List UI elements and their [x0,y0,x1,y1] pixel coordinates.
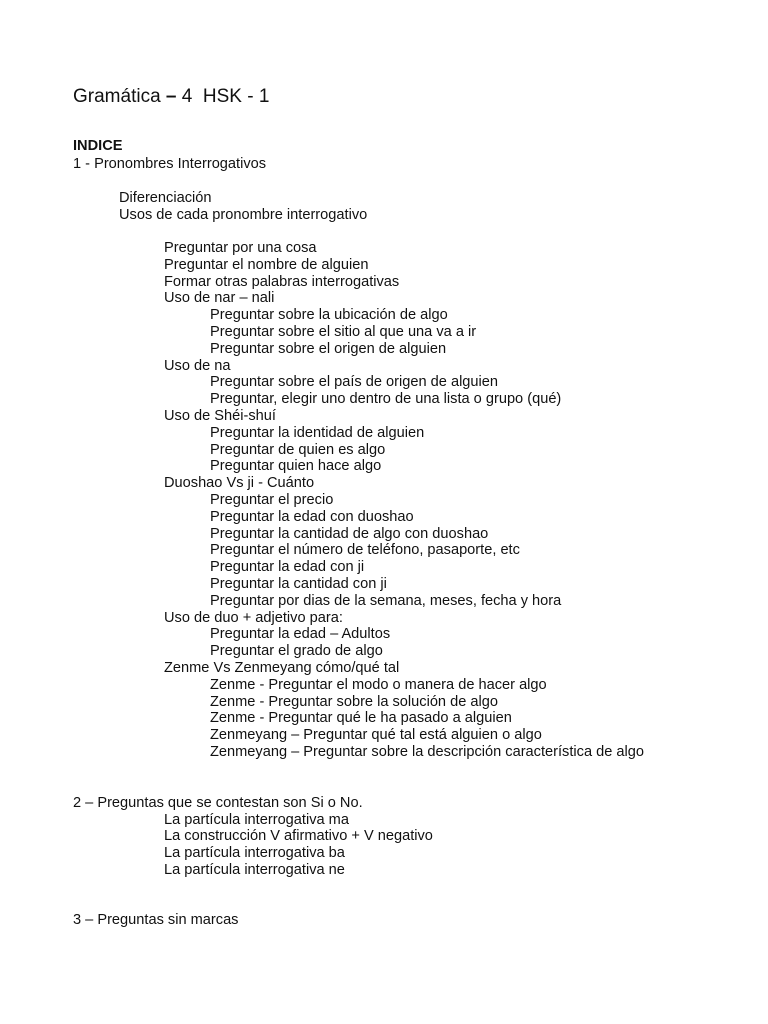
index-entry-level-3: Preguntar sobre la ubicación de algo [210,307,448,324]
index-entry-level-3: Preguntar el precio [210,491,334,508]
index-entry-level-0: 2 – Preguntas que se contestan son Si o No. [73,794,363,811]
index-entry-level-2: Uso de Shéi-shuí [164,407,276,424]
index-entry-level-2: La partícula interrogativa ma [164,811,349,828]
index-entry-level-3: Preguntar sobre el país de origen de alguien [210,374,499,391]
index-entry-level-3: Preguntar quien hace algo [210,458,382,475]
index-entry-level-3: Preguntar la identidad de alguien [210,424,425,441]
index-entry-level-2: La partícula interrogativa ne [164,861,345,878]
index-entry-level-3: Preguntar de quien es algo [210,441,386,458]
title-text-start: Gramática [73,86,166,107]
index-entry-level-3: Preguntar sobre el sitio al que una va a ir [210,323,477,340]
index-entry-level-2: Zenme Vs Zenmeyang cómo/qué tal [164,659,400,676]
index-entry-level-2: La partícula interrogativa ba [164,845,345,862]
index-entry-level-2: Uso de duo + adjetivo para: [164,609,343,626]
index-entry-level-3: Zenme - Preguntar el modo o manera de hacer algo [210,676,547,693]
index-entry-level-3: Preguntar la cantidad de algo con duoshao [210,525,489,542]
index-entry-level-2: Preguntar por una cosa [164,239,317,256]
index-entry-level-3: Zenme - Preguntar qué le ha pasado a alguien [210,710,512,727]
index-entry-level-3: Preguntar la edad – Adultos [210,626,391,643]
index-entry-level-2: Formar otras palabras interrogativas [164,273,400,290]
index-entry-level-0: 3 – Preguntas sin marcas [73,911,239,928]
index-entry-level-3: Preguntar la cantidad con ji [210,575,387,592]
index-entry-level-3: Preguntar sobre el origen de alguien [210,340,447,357]
index-entry-level-1: Usos de cada pronombre interrogativo [119,207,368,224]
index-entry-level-2: La construcción V afirmativo + V negativo [164,828,433,845]
index-entry-level-3: Zenmeyang – Preguntar sobre la descripción característica de algo [210,743,644,760]
index-entry-level-3: Preguntar la edad con duoshao [210,508,414,525]
index-entry-level-2: Uso de nar – nali [164,290,275,307]
index-entry-level-3: Preguntar por dias de la semana, meses, fecha y hora [210,592,562,609]
title-dash: – [165,86,177,107]
index-entry-level-2: Uso de na [164,357,231,374]
index-entry-level-3: Preguntar, elegir uno dentro de una lista o grupo (qué) [210,391,562,408]
document-title [73,85,269,109]
index-entry-level-3: Preguntar la edad con ji [210,559,365,576]
index-entry-level-1: Diferenciación [119,190,212,207]
index-heading: INDICE [73,138,123,154]
title-text-end: 4 HSK - 1 [176,86,270,107]
index-entry-level-0: 1 - Pronombres Interrogativos [73,155,267,172]
index-entry-level-3: Zenmeyang – Preguntar qué tal está alguien o algo [210,727,542,744]
index-entry-level-3: Preguntar el grado de algo [210,643,383,660]
index-entry-level-2: Duoshao Vs ji - Cuánto [164,475,315,492]
index-entry-level-3: Zenme - Preguntar sobre la solución de algo [210,693,498,710]
index-entry-level-2: Preguntar el nombre de alguien [164,256,369,273]
index-entry-level-3: Preguntar el número de teléfono, pasaporte, etc [210,542,520,559]
